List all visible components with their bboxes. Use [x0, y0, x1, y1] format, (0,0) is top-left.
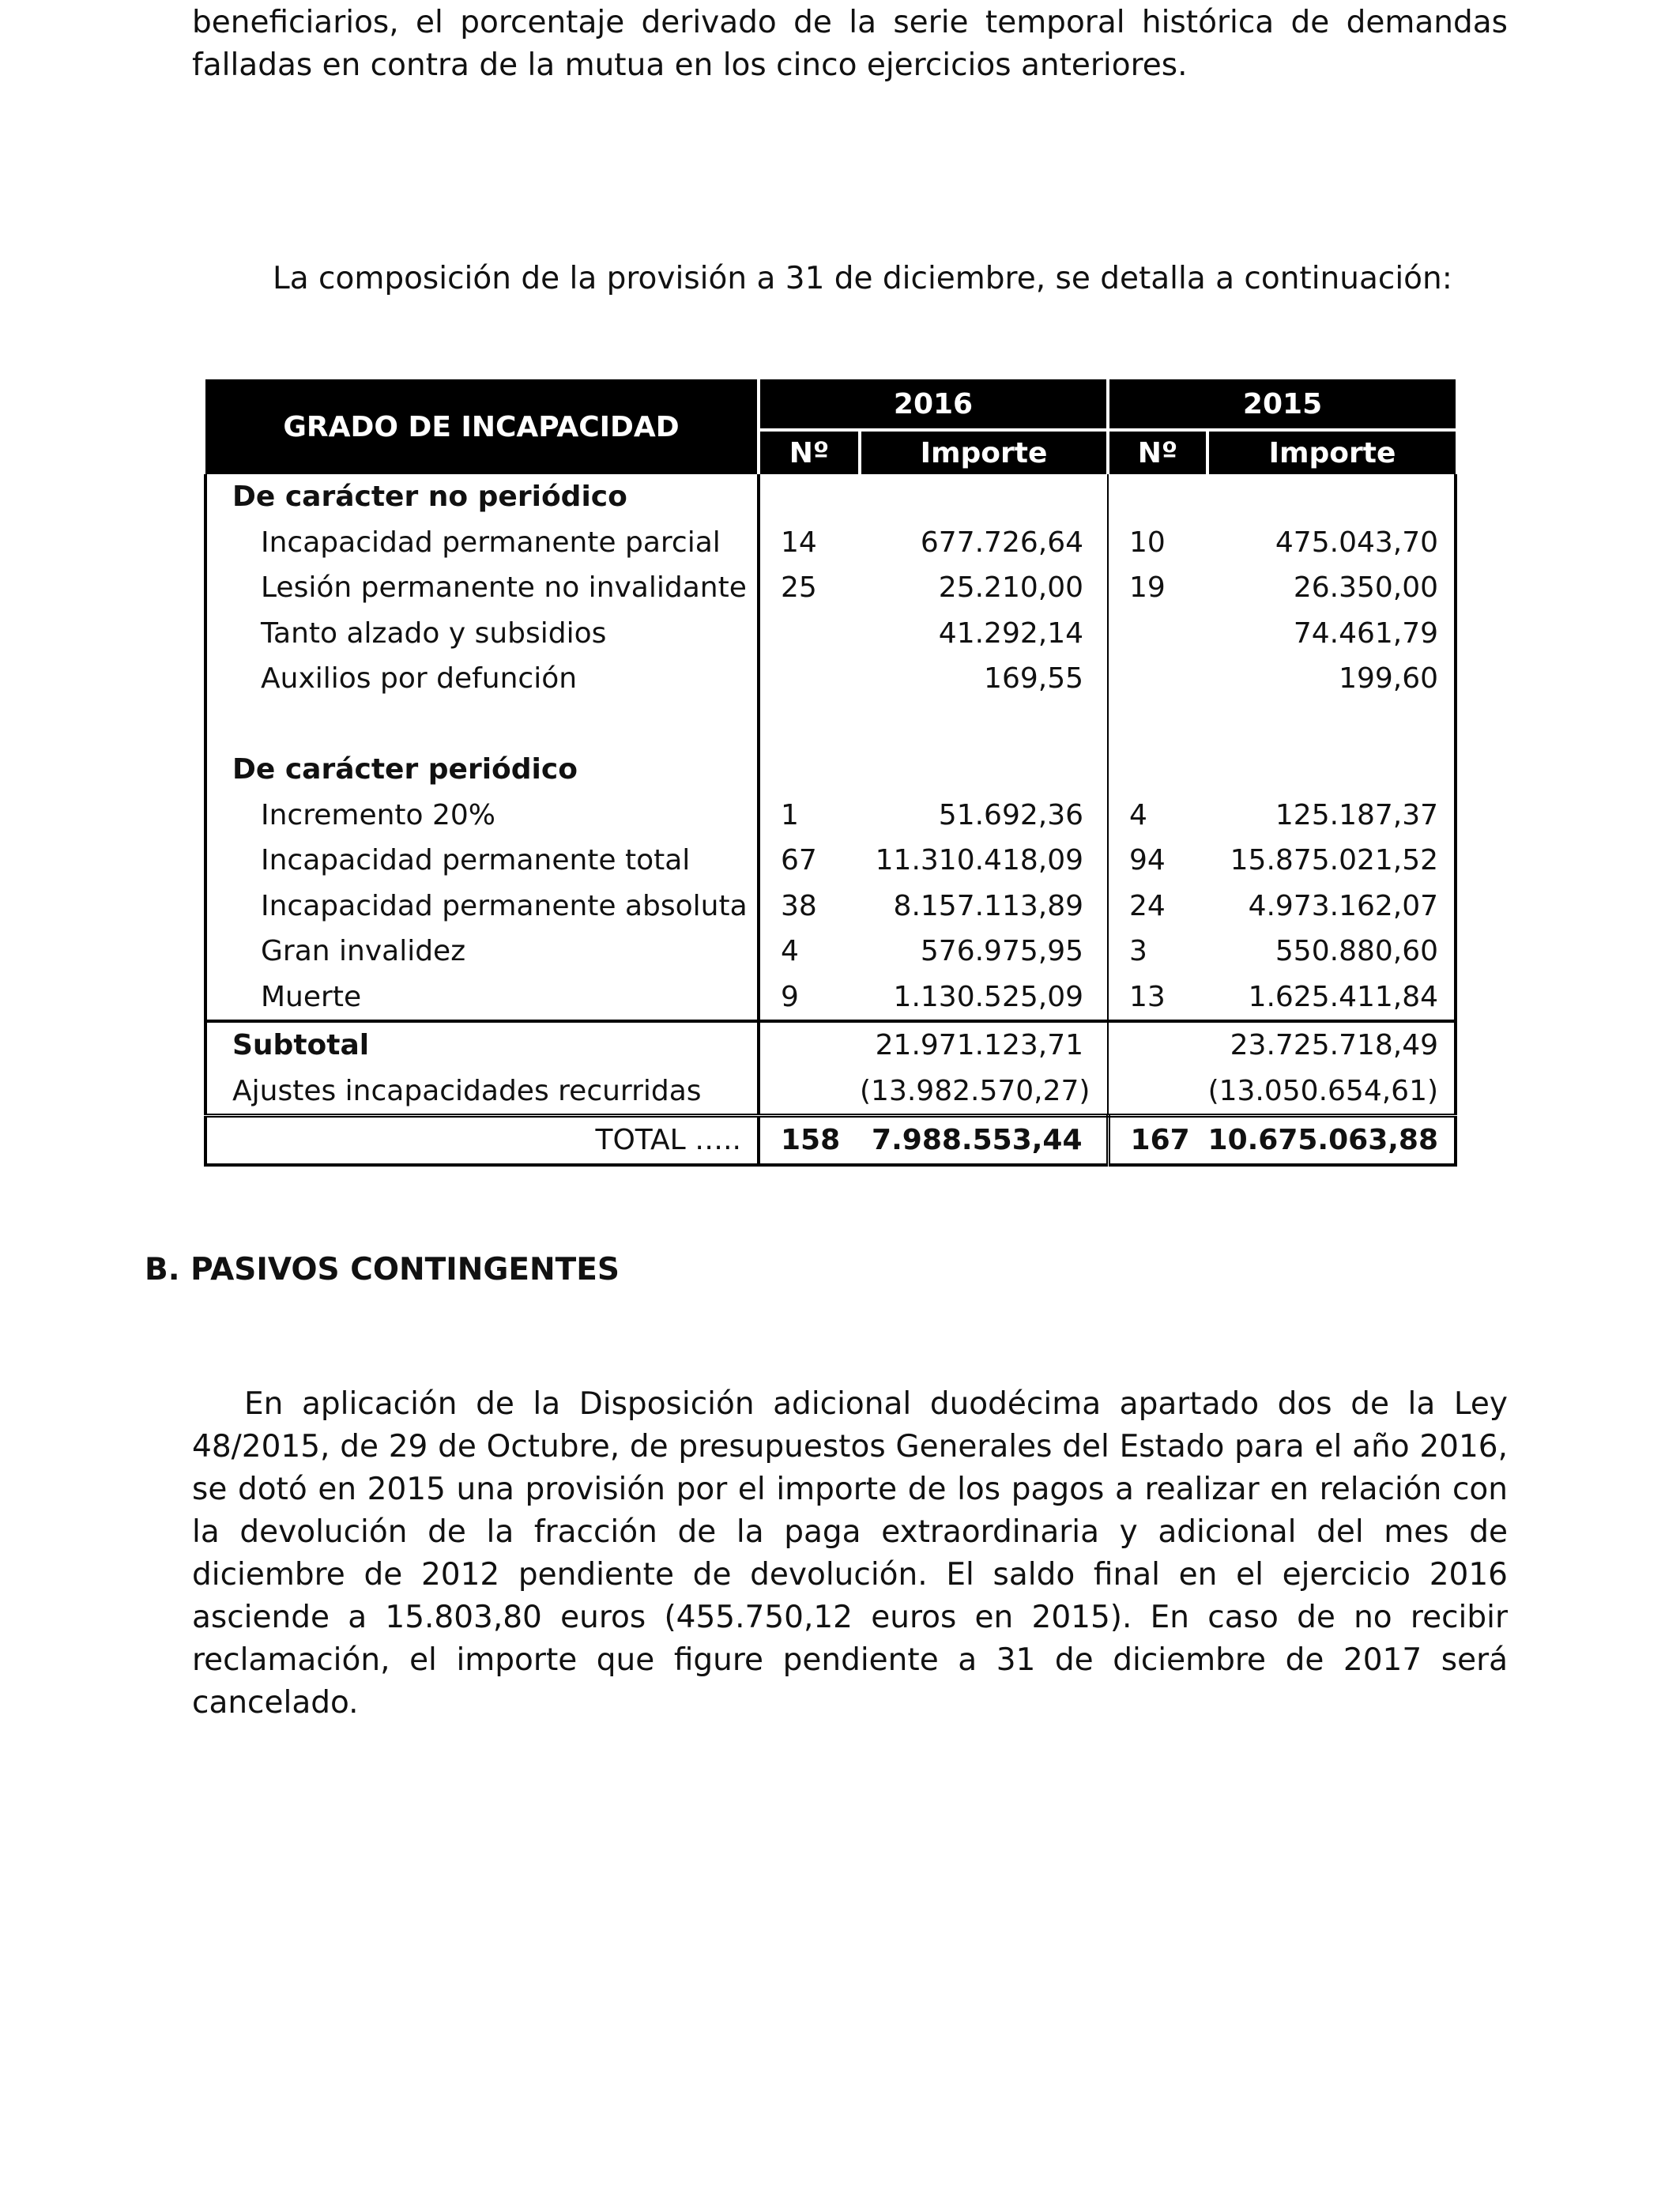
empty-cell — [1207, 747, 1456, 793]
row-n-2015: 24 — [1129, 889, 1166, 922]
total-row — [205, 1116, 1456, 1165]
row-importe-2015: 1.625.411,84 — [1207, 974, 1456, 1022]
row-label: Incremento 20% — [205, 793, 759, 839]
provision-table — [204, 379, 1457, 1167]
paragraph-bottom: En aplicación de la Disposición adicional duodécima apartado dos de la Ley 48/2015, de 29 de Octubre, de presupuestos Generales del Estado para el año 2016, se dotó en 2015 una provisión por el importe de los pagos a realizar en relación con la devolución de la fracción de la paga extraordinaria y adicional del mes de diciembre de 2012 pendiente de devolución. El saldo final en el ejercicio 2016 asciende a 15.803,80 euros (455.750,12 euros en 2015). En caso de no recibir reclamación, el importe que figure pendiente a 31 de diciembre de 2017 será cancelado. — [192, 1386, 1508, 1721]
row-n-2016 — [759, 611, 860, 657]
empty-cell — [1108, 747, 1207, 793]
header-importe-2016: Importe — [860, 430, 1108, 474]
row-n-2016: 4 — [781, 935, 799, 968]
header-n-2015: Nº — [1108, 430, 1207, 474]
empty-cell — [759, 1069, 860, 1116]
row-n-2015: 4 — [1129, 798, 1147, 831]
row-n-2016: 38 — [781, 889, 817, 922]
empty-cell — [759, 747, 860, 793]
row-importe-2016: 41.292,14 — [860, 611, 1108, 657]
row-n-2016 — [759, 656, 860, 702]
row-label: Auxilios por defunción — [205, 656, 759, 702]
row-importe-2016: 25.210,00 — [860, 565, 1108, 611]
empty-cell — [205, 702, 759, 748]
header-grade: GRADO DE INCAPACIDAD — [205, 379, 759, 474]
ajustes-row — [205, 1069, 1456, 1116]
row-importe-2016: 1.130.525,09 — [860, 974, 1108, 1022]
subtotal-label: Subtotal — [205, 1021, 759, 1069]
empty-cell — [860, 747, 1108, 793]
empty-cell — [759, 702, 860, 748]
row-importe-2015: 475.043,70 — [1207, 520, 1456, 566]
row-n-2015: 19 — [1129, 571, 1166, 605]
spacer-row — [205, 702, 1456, 748]
row-label: Tanto alzado y subsidios — [205, 611, 759, 657]
table-intro-text: La composición de la provisión a 31 de diciembre, se detalla a continuación: — [273, 261, 1452, 296]
row-importe-2015: 550.880,60 — [1207, 929, 1456, 974]
row-importe-2016: 11.310.418,09 — [860, 838, 1108, 884]
row-importe-2016: 169,55 — [860, 656, 1108, 702]
row-n-2015: 3 — [1129, 935, 1147, 968]
ajustes-label: Ajustes incapacidades recurridas — [205, 1069, 759, 1116]
row-n-2016: 67 — [781, 844, 817, 877]
group-label-periodico: De carácter periódico — [205, 747, 759, 793]
row-label: Lesión permanente no invalidante — [205, 565, 759, 611]
empty-cell — [759, 1021, 860, 1069]
ajustes-importe-2015: (13.050.654,61) — [1207, 1069, 1456, 1116]
empty-cell — [1108, 1021, 1207, 1069]
row-importe-2015: 15.875.021,52 — [1207, 838, 1456, 884]
section-heading: B. PASIVOS CONTINGENTES — [145, 1252, 620, 1287]
group-label-no-periodico: De carácter no periódico — [205, 474, 759, 520]
row-n-2016: 1 — [781, 798, 799, 831]
table-row — [205, 838, 1456, 884]
row-importe-2016: 677.726,64 — [860, 520, 1108, 566]
total-n-2015: 167 — [1108, 1116, 1207, 1165]
total-importe-2015: 10.675.063,88 — [1207, 1116, 1456, 1165]
ajustes-importe-2016: (13.982.570,27) — [860, 1069, 1108, 1116]
header-year-2015: 2015 — [1108, 379, 1456, 430]
row-n-2015: 10 — [1129, 526, 1166, 559]
row-label: Gran invalidez — [205, 929, 759, 974]
header-importe-2015: Importe — [1207, 430, 1456, 474]
subtotal-row — [205, 1021, 1456, 1069]
header-n-2016: Nº — [759, 430, 860, 474]
row-n-2016: 9 — [759, 974, 860, 1022]
row-importe-2015: 4.973.162,07 — [1207, 884, 1456, 929]
row-n-2016: 14 — [781, 526, 817, 559]
group-row — [205, 747, 1456, 793]
total-importe-2016: 7.988.553,44 — [860, 1116, 1108, 1165]
table-row — [205, 929, 1456, 974]
empty-cell — [1207, 702, 1456, 748]
row-importe-2016: 8.157.113,89 — [860, 884, 1108, 929]
row-label: Muerte — [205, 974, 759, 1022]
row-n-2015: 94 — [1129, 844, 1166, 877]
group-row — [205, 474, 1456, 520]
header-year-2016: 2016 — [759, 379, 1108, 430]
row-label: Incapacidad permanente absoluta — [205, 884, 759, 929]
row-n-2015: 13 — [1108, 974, 1207, 1022]
table-row — [205, 974, 1456, 1022]
subtotal-importe-2015: 23.725.718,49 — [1207, 1021, 1456, 1069]
empty-cell — [1108, 1069, 1207, 1116]
row-importe-2015: 125.187,37 — [1207, 793, 1456, 839]
row-importe-2015: 26.350,00 — [1207, 565, 1456, 611]
table-row — [205, 793, 1456, 839]
table-row — [205, 565, 1456, 611]
row-importe-2015: 74.461,79 — [1207, 611, 1456, 657]
table-row — [205, 656, 1456, 702]
empty-cell — [1108, 702, 1207, 748]
subtotal-importe-2016: 21.971.123,71 — [860, 1021, 1108, 1069]
empty-cell — [860, 702, 1108, 748]
table-row — [205, 520, 1456, 566]
row-n-2016: 25 — [781, 571, 817, 605]
table-row — [205, 884, 1456, 929]
row-importe-2016: 51.692,36 — [860, 793, 1108, 839]
row-importe-2016: 576.975,95 — [860, 929, 1108, 974]
row-n-2015 — [1108, 656, 1207, 702]
row-importe-2015: 199,60 — [1207, 656, 1456, 702]
row-label: Incapacidad permanente total — [205, 838, 759, 884]
total-n-2016: 158 — [759, 1116, 860, 1165]
row-label: Incapacidad permanente parcial — [205, 520, 759, 566]
table-row — [205, 611, 1456, 657]
paragraph-top: beneficiarios, el porcentaje derivado de la serie temporal histórica de demandas falladas en contra de la mutua en los cinco ejercicios anteriores. — [192, 5, 1508, 83]
row-n-2015 — [1108, 611, 1207, 657]
total-label: TOTAL ….. — [205, 1116, 759, 1165]
